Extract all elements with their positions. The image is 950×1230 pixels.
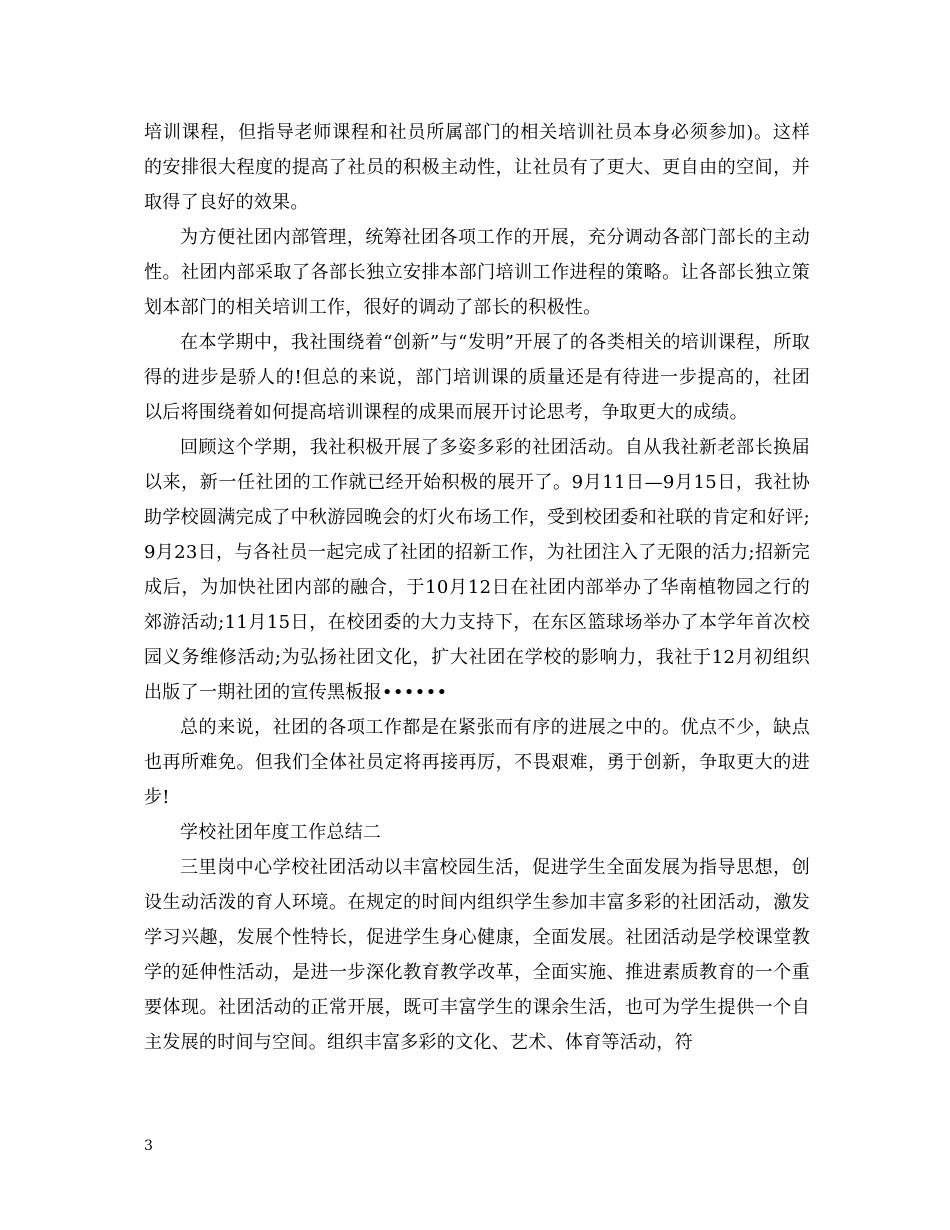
page-number: 3 [144, 1138, 153, 1154]
paragraph-activities-review: 回顾这个学期，我社积极开展了多姿多彩的社团活动。自从我社新老部长换届以来，新一任社团的工作就已经开始积极的展开了。9月11日—9月15日，我社协助学校圆满完成了中秋游园晚会的灯火布场工作，受到校团委和社联的肯定和好评;9月23日，与各社员一起完成了社团的招新工作，为社团注入了无限的活力;招新完成后，为加快社团内部的融合，于10月12日在社团内部举办了华南植物园之行的郊游活动;11月15日，在校团委的大力支持下，在东区篮球场举办了本学年首次校园义务维修活动;为弘扬社团文化，扩大社团在学校的影响力，我社于12月初组织出版了一期社团的宣传黑板报•••••• [144, 437, 810, 703]
paragraph-summary: 总的来说，社团的各项工作都是在紧张而有序的进展之中的。优点不少，缺点也再所难免。但我们全体社员定将再接再厉，不畏艰难，勇于创新，争取更大的进步! [144, 717, 810, 808]
body-text [144, 115, 810, 1060]
paragraph-section-two-intro: 三里岗中心学校社团活动以丰富校园生活，促进学生全面发展为指导思想，创设生动活泼的育人环境。在规定的时间内组织学生参加丰富多彩的社团活动，激发学习兴趣，发展个性特长，促进学生身心健康，全面发展。社团活动是学校课堂教学的延伸性活动，是进一步深化教育教学改革，全面实施、推进素质教育的一个重要体现。社团活动的正常开展，既可丰富学生的课余生活，也可为学生提供一个自主发展的时间与空间。组织丰富多彩的文化、艺术、体育等活动，符 [144, 857, 810, 1053]
paragraph-continued: 培训课程，但指导老师课程和社员所属部门的相关培训社员本身必须参加)。这样的安排很大程度的提高了社员的积极主动性，让社员有了更大、更自由的空间，并取得了良好的效果。 [144, 122, 810, 213]
paragraph-internal-management: 为方便社团内部管理，统筹社团各项工作的开展，充分调动各部门部长的主动性。社团内部采取了各部长独立安排本部门培训工作进程的策略。让各部长独立策划本部门的相关培训工作，很好的调动了部长的积极性。 [144, 227, 810, 318]
section-heading: 学校社团年度工作总结二 [180, 822, 382, 843]
paragraph-training-courses: 在本学期中，我社围绕着“创新”与“发明”开展了的各类相关的培训课程，所取得的进步是骄人的!但总的来说，部门培训课的质量还是有待进一步提高的，社团以后将围绕着如何提高培训课程的成果而展开讨论思考，争取更大的成绩。 [144, 332, 810, 423]
